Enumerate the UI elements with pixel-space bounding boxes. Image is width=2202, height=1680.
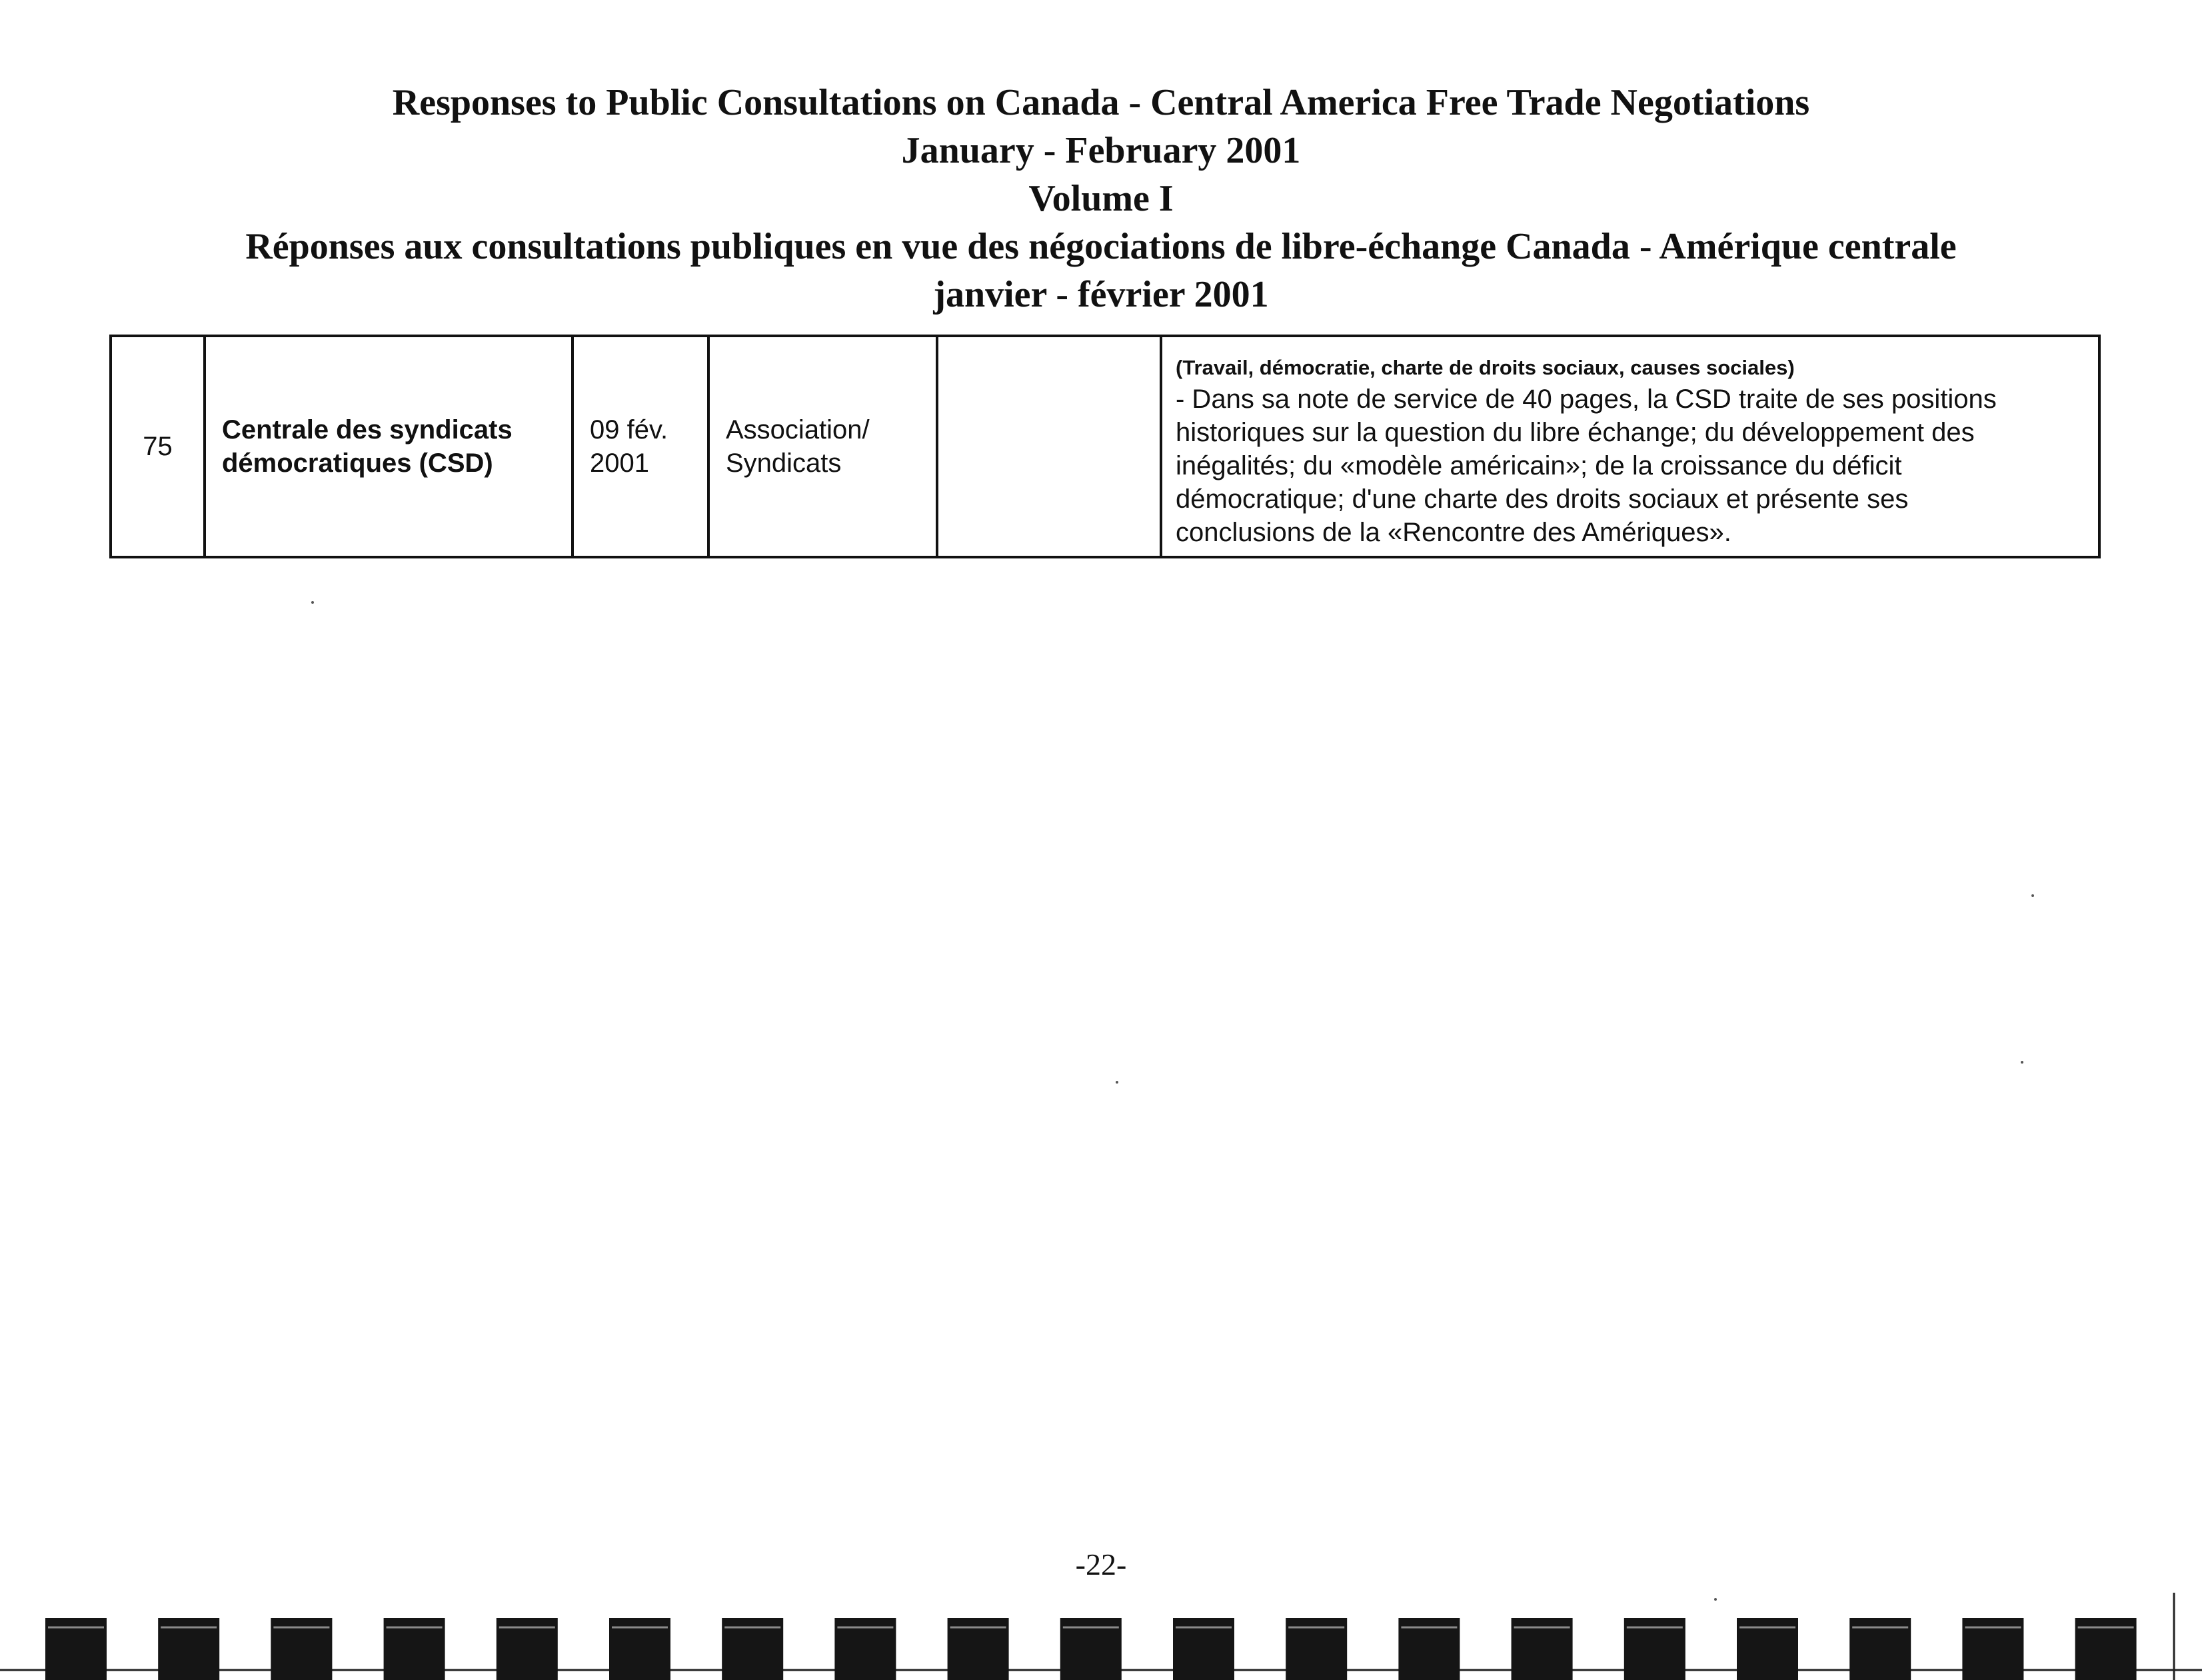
empty-cell bbox=[937, 336, 1161, 557]
sector-line1: Association/ bbox=[726, 415, 870, 444]
dates-english: January - February 2001 bbox=[901, 130, 1301, 171]
organization-name-line2: démocratiques (CSD) bbox=[222, 448, 493, 478]
summary-line: historiques sur la question du libre échange; du développement des bbox=[1176, 418, 1975, 447]
date-line1: 09 fév. bbox=[590, 415, 668, 444]
dates-french: janvier - février 2001 bbox=[933, 274, 1269, 315]
organization-name-line1: Centrale des syndicats bbox=[222, 415, 513, 444]
title-french: Réponses aux consultations publiques en vue des négociations de libre-échange Canada - Amérique centrale bbox=[245, 226, 1957, 267]
entry-number-cell bbox=[111, 336, 205, 557]
sector-line2: Syndicats bbox=[726, 448, 842, 478]
summary-line: inégalités; du «modèle américain»; de la croissance du déficit bbox=[1176, 451, 1902, 480]
title-english: Responses to Public Consultations on Canada - Central America Free Trade Negotiations bbox=[392, 82, 1810, 123]
entries-table bbox=[109, 335, 2101, 558]
summary-line: conclusions de la «Rencontre des Amériques». bbox=[1176, 518, 1731, 547]
spiral-binding-graphic bbox=[0, 1593, 2202, 1680]
summary-cell bbox=[1161, 336, 2099, 557]
summary-topics: (Travail, démocratie, charte de droits sociaux, causes sociales) bbox=[1176, 356, 1795, 379]
scan-speck bbox=[2031, 894, 2034, 897]
organization-cell bbox=[205, 336, 572, 557]
volume-label: Volume I bbox=[1028, 178, 1174, 219]
scan-speck bbox=[311, 601, 314, 604]
entry-number: 75 bbox=[143, 432, 173, 461]
page-number: -22- bbox=[1075, 1547, 1127, 1581]
summary-line: - Dans sa note de service de 40 pages, la CSD traite de ses positions bbox=[1176, 385, 1997, 414]
date-cell bbox=[572, 336, 708, 557]
scan-speck bbox=[2021, 1061, 2023, 1064]
document-header bbox=[0, 79, 2202, 319]
scan-speck bbox=[1116, 1081, 1118, 1084]
date-line2: 2001 bbox=[590, 448, 649, 478]
summary-line: démocratique; d'une charte des droits sociaux et présente ses bbox=[1176, 484, 1909, 514]
binding-strip bbox=[0, 1593, 2202, 1680]
table-row bbox=[111, 336, 2099, 557]
sector-cell bbox=[708, 336, 937, 557]
